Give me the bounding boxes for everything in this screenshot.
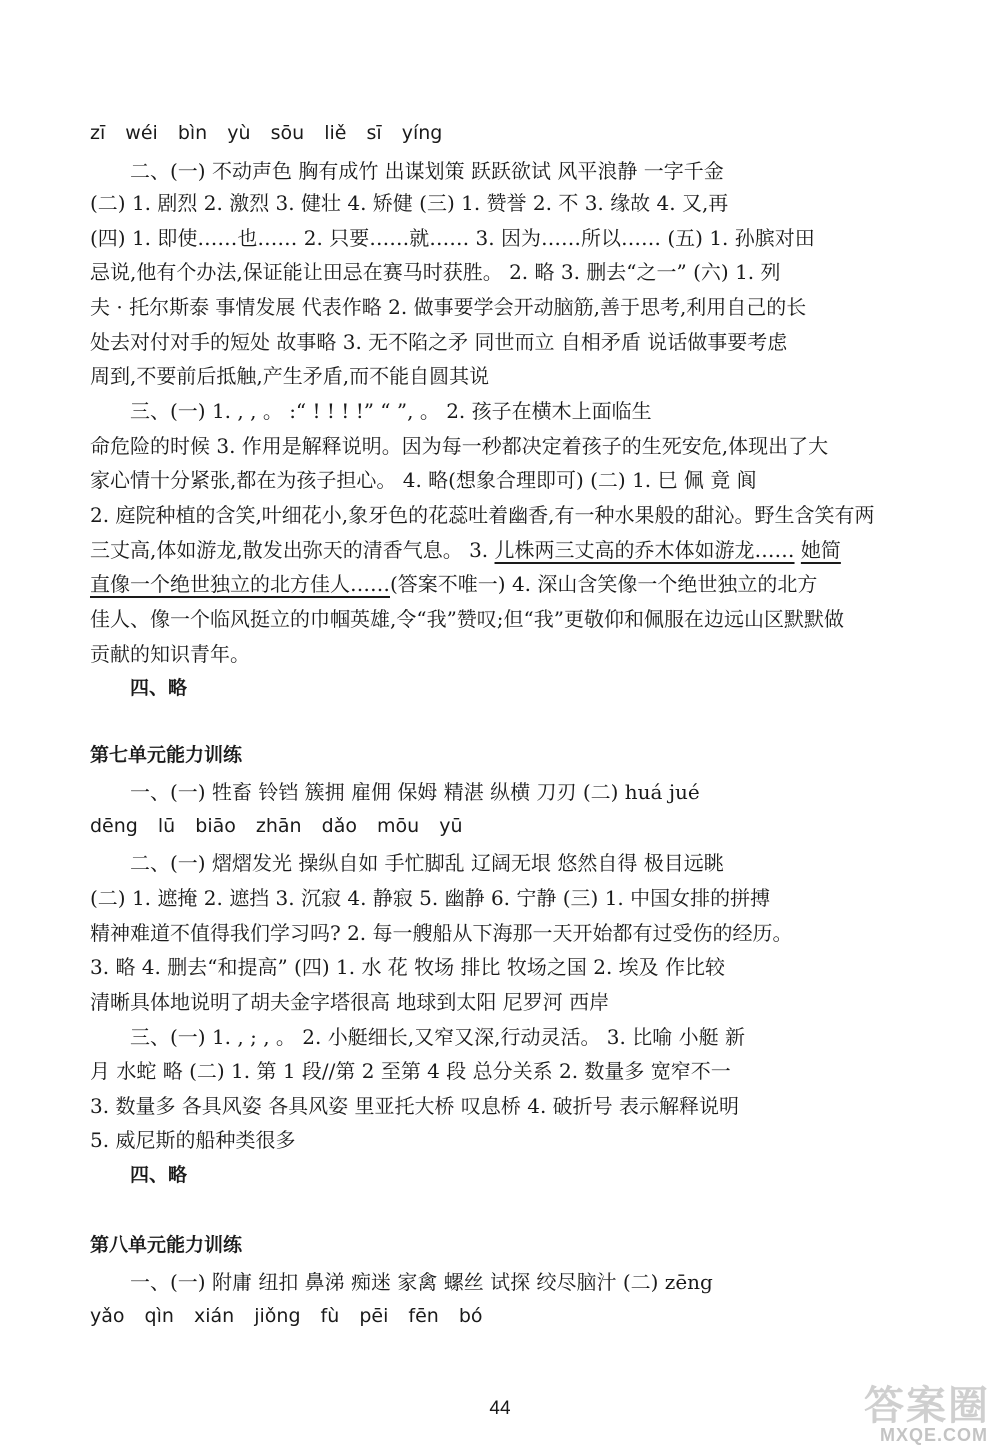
text-line: 二、(一) 熠熠发光 操纵自如 手忙脚乱 辽阔无垠 悠然自得 极目远眺 [130, 851, 724, 875]
line-text: (答案不唯一) 4. 深山含笑像一个绝世独立的北方 [390, 572, 818, 596]
text-line: 三、(一) 1. , ; , 。 2. 小艇细长,又窄又深,行动灵活。 3. 比喻 小艇 新 [130, 1025, 745, 1049]
text-line [90, 537, 890, 563]
section-heading: 第七单元能力训练 [90, 744, 243, 766]
underlined-answer: 直像一个绝世独立的北方佳人…… [90, 572, 390, 596]
underlined-answer: 她简 [800, 538, 841, 562]
text-line: yǎo qìn xián jiǒng fù pēi fēn bó [90, 1305, 483, 1327]
line-text: 三丈高,体如游龙,散发出弥天的清香气息。 3. [90, 538, 495, 562]
text-line: 二、(一) 不动声色 胸有成竹 出谋划策 跃跃欲试 风平浪静 一字千金 [130, 159, 724, 183]
text-line: 命危险的时候 3. 作用是解释说明。因为每一秒都决定着孩子的生死安危,体现出了大 [90, 434, 829, 458]
text-line: 精神难道不值得我们学习吗? 2. 每一艘船从下海那一天开始都有过受伤的经历。 [90, 921, 793, 945]
text-line: (二) 1. 遮掩 2. 遮挡 3. 沉寂 4. 静寂 5. 幽静 6. 宁静 (三) 1. 中国女排的拼搏 [90, 886, 771, 910]
text-line: 三、(一) 1. , , 。 :“ ! ! ! !” “ ”, 。 2. 孩子在横木上面临生 [130, 399, 652, 423]
site-watermark [842, 1374, 992, 1448]
text-line: 3. 数量多 各具风姿 各具风姿 里亚托大桥 叹息桥 4. 破折号 表示解释说明 [90, 1094, 740, 1118]
section-answer: 四、略 [130, 1164, 188, 1186]
text-line [90, 571, 890, 597]
watermark-url: MXQE.COM [879, 1425, 988, 1445]
text-line: 贡献的知识青年。 [90, 642, 250, 666]
text-line: 一、(一) 牲畜 铃铛 簇拥 雇佣 保姆 精湛 纵横 刀刃 (二) huá jué [130, 780, 700, 804]
text-line: dēng lū biāo zhān dǎo mōu yū [90, 815, 463, 837]
underlined-answer: 儿株两三丈高的乔木体如游龙…… [494, 538, 795, 562]
text-line: zī wéi bìn yù sōu liě sī yíng [90, 122, 443, 144]
text-line: 清晰具体地说明了胡夫金字塔很高 地球到太阳 尼罗河 西岸 [90, 990, 610, 1014]
text-line: 周到,不要前后抵触,产生矛盾,而不能自圆其说 [90, 364, 490, 388]
text-line: 佳人、像一个临风挺立的巾帼英雄,令“我”赞叹;但“我”更敬仰和佩服在边远山区默默做 [90, 607, 844, 631]
text-line: 5. 威尼斯的船种类很多 [90, 1128, 296, 1152]
section-heading: 第八单元能力训练 [90, 1234, 243, 1256]
text-line: 一、(一) 附庸 纽扣 鼻涕 痴迷 家禽 螺丝 试探 绞尽脑汁 (二) zēng [130, 1270, 713, 1294]
section-answer: 四、略 [130, 677, 188, 699]
page-number: 44 [489, 1398, 511, 1419]
text-line: (四) 1. 即使……也…… 2. 只要……就…… 3. 因为……所以…… (五) 1. 孙膑对田 [90, 226, 815, 250]
text-line: 家心情十分紧张,都在为孩子担心。 4. 略(想象合理即可) (二) 1. 巳 佩 竟 阆 [90, 468, 757, 492]
text-line: 忌说,他有个办法,保证能让田忌在赛马时获胜。 2. 略 3. 删去“之一” (六) 1. 列 [90, 260, 781, 284]
text-line: 3. 略 4. 删去“和提高” (四) 1. 水 花 牧场 排比 牧场之国 2. 埃及 作比较 [90, 955, 726, 979]
text-line: 月 水蛇 略 (二) 1. 第 1 段//第 2 至第 4 段 总分关系 2. 数量多 宽窄不一 [90, 1059, 731, 1083]
text-line: 2. 庭院种植的含笑,叶细花小,象牙色的花蕊吐着幽香,有一种水果般的甜沁。野生含笑有两 [90, 503, 875, 527]
watermark-logo-text: 答案圈 [864, 1383, 990, 1429]
text-line: 夫 · 托尔斯泰 事情发展 代表作略 2. 做事要学会开动脑筋,善于思考,利用自己的长 [90, 295, 807, 319]
text-line: 处去对付对手的短处 故事略 3. 无不陷之矛 同世而立 自相矛盾 说话做事要考虑 [90, 330, 788, 354]
text-line: (二) 1. 剧烈 2. 激烈 3. 健壮 4. 矫健 (三) 1. 赞誉 2. 不 3. 缘故 4. 又,再 [90, 191, 729, 215]
